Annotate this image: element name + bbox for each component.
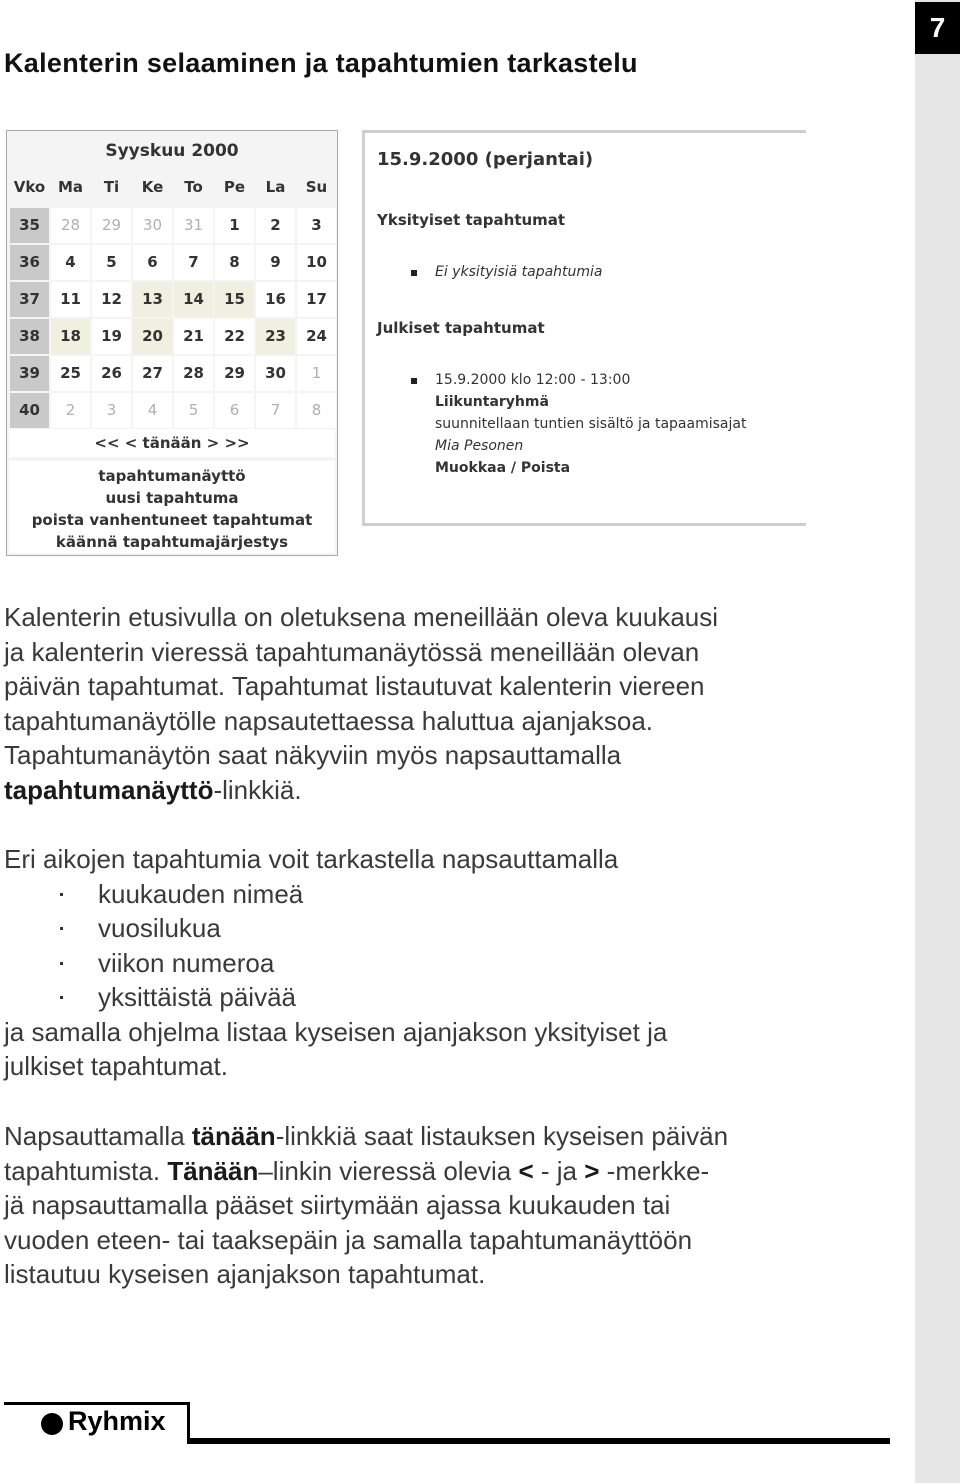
list-item-text: vuosilukua: [98, 913, 221, 943]
day-cell[interactable]: 1: [215, 208, 254, 243]
paragraph-intro: [4, 600, 718, 807]
text-span: –linkin vieressä olevia: [258, 1155, 519, 1186]
day-cell[interactable]: 14: [174, 282, 213, 317]
link-reverse-order[interactable]: käännä tapahtumajärjestys: [55, 533, 289, 551]
day-cell[interactable]: 5: [92, 245, 131, 280]
calendar-week-row: [9, 355, 337, 392]
text-line: Kalenterin etusivulla on oletuksena meneillään oleva kuukausi: [4, 602, 719, 632]
event-person: Mia Pesonen: [435, 438, 524, 454]
bullet-icon: [60, 996, 63, 999]
text-span: -linkkiä saat listauksen kyseisen päivän: [275, 1121, 729, 1151]
day-cell[interactable]: 31: [174, 208, 213, 243]
public-events-heading: Julkiset tapahtumat: [377, 319, 545, 337]
day-cell[interactable]: 5: [174, 393, 213, 428]
calendar-links: [9, 461, 335, 553]
list-item-text: yksittäistä päivää: [98, 982, 296, 1012]
day-cell[interactable]: 23: [256, 319, 295, 354]
list-item: [4, 877, 667, 912]
day-cell[interactable]: 29: [215, 356, 254, 391]
calendar-header-day: Ti: [103, 178, 120, 196]
bold-term: tapahtumanäyttö: [4, 774, 214, 805]
event-edit-delete-links[interactable]: Muokkaa / Poista: [435, 460, 571, 476]
bold-term: <: [518, 1155, 534, 1186]
calendar-widget: [6, 130, 338, 556]
calendar-nav-today[interactable]: << < tänään > >>: [9, 429, 335, 457]
event-time: 15.9.2000 klo 12:00 - 13:00: [435, 372, 631, 388]
day-cell[interactable]: 12: [92, 282, 131, 317]
day-cell[interactable]: 10: [297, 245, 336, 280]
page-number: 7: [915, 2, 960, 54]
event-view-date: 15.9.2000 (perjantai): [377, 149, 594, 170]
bullet-icon: [60, 893, 63, 896]
day-cell[interactable]: 26: [92, 356, 131, 391]
list-item: [4, 946, 667, 981]
text-line: vuoden eteen- tai taaksepäin ja samalla tapahtumanäyttöön: [4, 1224, 693, 1255]
day-cell[interactable]: 25: [51, 356, 90, 391]
day-cell[interactable]: 21: [174, 319, 213, 354]
no-private-events: Ei yksityisiä tapahtumia: [435, 264, 603, 280]
link-new-event[interactable]: uusi tapahtuma: [105, 489, 239, 507]
day-cell[interactable]: 11: [51, 282, 90, 317]
calendar-day-grid: [9, 207, 337, 429]
private-events-heading: Yksityiset tapahtumat: [377, 211, 566, 229]
calendar-header-row: [9, 169, 337, 205]
text-line: päivän tapahtumat. Tapahtumat listautuvat kalenterin viereen: [4, 671, 705, 701]
day-cell[interactable]: 29: [92, 208, 131, 243]
text-span: tapahtumista.: [4, 1155, 168, 1186]
day-cell[interactable]: 2: [51, 393, 90, 428]
day-cell[interactable]: 1: [297, 356, 336, 391]
day-cell[interactable]: 6: [133, 245, 172, 280]
paragraph-browse: [4, 842, 667, 1084]
day-cell[interactable]: 20: [133, 319, 172, 354]
side-margin-bar: [915, 0, 960, 1483]
calendar-week-row: [9, 318, 337, 355]
text-line: [4, 1119, 728, 1154]
day-cell[interactable]: 7: [256, 393, 295, 428]
day-cell[interactable]: 13: [133, 282, 172, 317]
bullet-icon: [60, 962, 63, 965]
calendar-header-day: Su: [305, 178, 328, 196]
day-cell[interactable]: 7: [174, 245, 213, 280]
week-number[interactable]: 35: [10, 208, 49, 243]
text-span: -linkkiä.: [213, 774, 302, 805]
bold-term: tänään: [191, 1121, 276, 1151]
day-cell[interactable]: 17: [297, 282, 336, 317]
text-line: julkiset tapahtumat.: [4, 1051, 229, 1081]
text-line: jä napsauttamalla pääset siirtymään ajassa kuukauden tai: [4, 1190, 671, 1220]
day-cell[interactable]: 4: [133, 393, 172, 428]
day-cell[interactable]: 18: [51, 319, 90, 354]
link-event-view[interactable]: tapahtumanäyttö: [98, 467, 246, 485]
calendar-month-title[interactable]: Syyskuu 2000: [105, 141, 239, 161]
bullet-icon: [411, 378, 417, 384]
text-line: listautuu kyseisen ajanjakson tapahtumat.: [4, 1259, 486, 1289]
event-title: Liikuntaryhmä: [435, 394, 549, 410]
day-cell[interactable]: 28: [51, 208, 90, 243]
day-cell[interactable]: 30: [133, 208, 172, 243]
calendar-header-week: Vko: [13, 178, 46, 196]
link-delete-old-events[interactable]: poista vanhentuneet tapahtumat: [31, 511, 313, 529]
footer-rule: [4, 1402, 190, 1405]
calendar-week-row: [9, 207, 337, 244]
calendar-header-day: Pe: [223, 178, 246, 196]
footer-brand: Ryhmix: [68, 1406, 166, 1436]
bullet-icon: [411, 270, 417, 276]
calendar-week-row: [9, 244, 337, 281]
text-line: [4, 1154, 728, 1189]
day-cell[interactable]: 24: [297, 319, 336, 354]
day-cell-selected[interactable]: 15: [215, 282, 254, 317]
page-title: Kalenterin selaaminen ja tapahtumien tarkastelu: [4, 48, 638, 78]
week-number[interactable]: 36: [10, 245, 49, 280]
calendar-header-day: Ke: [141, 178, 164, 196]
text-line: ja samalla ohjelma listaa kyseisen ajanjakson yksityiset ja: [4, 1016, 668, 1047]
day-cell[interactable]: 27: [133, 356, 172, 391]
calendar-header-day: La: [265, 178, 286, 196]
day-cell[interactable]: 3: [297, 208, 336, 243]
footer-rule: [187, 1438, 890, 1444]
bold-term: Tänään: [167, 1155, 259, 1186]
text-line: Eri aikojen tapahtumia voit tarkastella napsauttamalla: [4, 844, 619, 874]
day-cell[interactable]: 30: [256, 356, 295, 391]
day-cell[interactable]: 2: [256, 208, 295, 243]
text-line: Tapahtumanäytön saat näkyviin myös napsauttamalla: [4, 740, 622, 770]
text-line: tapahtumanäytölle napsautettaessa haluttua ajanjaksoa.: [4, 705, 654, 736]
week-number[interactable]: 37: [10, 282, 49, 317]
text-span: Napsauttamalla: [4, 1121, 192, 1151]
calendar-week-row: [9, 392, 337, 429]
calendar-header-day: Ma: [57, 178, 84, 196]
day-cell[interactable]: 8: [297, 393, 336, 428]
week-number[interactable]: 39: [10, 356, 49, 391]
event-description: suunnitellaan tuntien sisältö ja tapaamisajat: [435, 416, 747, 432]
day-cell[interactable]: 6: [215, 393, 254, 428]
event-view-panel: [362, 130, 806, 526]
day-cell[interactable]: 3: [92, 393, 131, 428]
bullet-icon: [60, 927, 63, 930]
day-cell[interactable]: 9: [256, 245, 295, 280]
text-span: - ja: [533, 1155, 585, 1186]
list-item-text: kuukauden nimeä: [98, 878, 304, 909]
day-cell[interactable]: 28: [174, 356, 213, 391]
text-line: ja kalenterin vieressä tapahtumanäytössä meneillään olevan: [4, 636, 700, 667]
bold-term: >: [584, 1155, 600, 1186]
day-cell[interactable]: 4: [51, 245, 90, 280]
text-span: -merkke-: [599, 1155, 710, 1186]
paragraph-today: [4, 1119, 728, 1292]
list-item-text: viikon numeroa: [98, 947, 275, 978]
list-item: [4, 980, 667, 1015]
day-cell[interactable]: 16: [256, 282, 295, 317]
week-number[interactable]: 38: [10, 319, 49, 354]
day-cell[interactable]: 22: [215, 319, 254, 354]
text-line: [4, 773, 718, 808]
calendar-week-row: [9, 281, 337, 318]
list-item: [4, 911, 667, 946]
footer-bullet-icon: [41, 1413, 63, 1435]
calendar-header-day: To: [184, 178, 203, 196]
day-cell[interactable]: 19: [92, 319, 131, 354]
day-cell[interactable]: 8: [215, 245, 254, 280]
week-number[interactable]: 40: [10, 393, 49, 428]
